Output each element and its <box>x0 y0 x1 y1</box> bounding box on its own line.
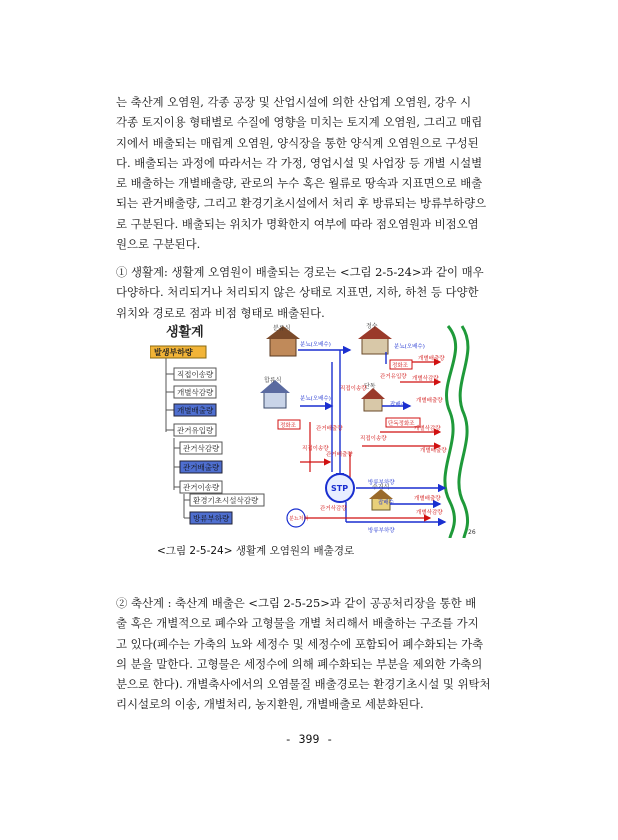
text-line: 지에서 배출되는 매립계 오염원, 양식장을 통한 양식계 오염원으로 구성된 <box>116 135 479 150</box>
flow-label: 개별배출량 <box>418 356 445 362</box>
text-line: 의 분을 말한다. 고형물은 세정수에 의해 폐수화되는 부분을 제외한 가축의 <box>116 656 483 671</box>
text-line: 다. 배출되는 과정에 따라서는 각 가정, 영업시설 및 사업장 등 개별 시설별 <box>116 155 483 170</box>
flow-label: 직접이송량 <box>360 436 387 442</box>
figure-domestic-pollution-pathway <box>150 322 480 540</box>
text-line: 는 축산계 오염원, 각종 공장 및 산업시설에 의한 산업계 오염원, 강우 시 <box>116 95 472 109</box>
tree-node: 관거유입량 <box>177 426 214 435</box>
svg-text:합류식: 합류식 <box>264 377 282 384</box>
figure-title: 생활계 <box>166 325 204 340</box>
flow-label: 개별배출량 <box>416 398 443 404</box>
flow-label: 개별삭감량 <box>412 376 439 382</box>
text-line: 분으로 한다). 개별축사에서의 오염물질 배출경로는 환경기초시설 및 위탁처 <box>116 677 491 692</box>
text-line: 각종 토지이용 형태별로 수질에 영향을 미치는 토지계 오염원, 그리고 매립 <box>116 115 483 130</box>
flow-label: 분뇨처리 <box>289 516 309 522</box>
text-line: 다양하다. 처리되거나 처리되지 않은 상태로 지표면, 지하, 하천 등 다양한 <box>116 285 479 300</box>
tree-node: 발생부하량 <box>154 348 193 357</box>
flow-label: 잡배수 <box>390 402 406 408</box>
text-line: 고 있다(폐수는 가축의 뇨와 세정수 및 세정수에 포함되어 폐수화되는 가축 <box>116 636 484 651</box>
house-icon <box>266 324 300 356</box>
body-paragraph-2 <box>116 262 512 323</box>
flow-label: 정화조 <box>280 423 296 429</box>
tree-node: 개별배출량 <box>177 406 214 415</box>
text-line: 로 구분된다. 배출되는 위치가 명확한지 여부에 따라 점오염원과 비점오염 <box>116 216 479 231</box>
body-paragraph-1 <box>116 92 512 254</box>
tree-node: 관거배출량 <box>183 463 220 472</box>
flow-label: 직접이송량 <box>340 386 367 392</box>
stp-label: STP <box>331 484 349 493</box>
flow-label: 분뇨(오배수) <box>300 342 331 348</box>
tree-node: 개별삭감량 <box>177 388 214 397</box>
flow-label: 직접이송량 <box>302 446 329 452</box>
text-line: ② 축산계 : 축산계 배출은 <그림 2-5-25>과 같이 공공처리장을 통한 배 <box>116 596 477 610</box>
svg-text:수거식: 수거식 <box>372 484 390 491</box>
text-line: 로 배출하는 개별배출량, 관로의 누수 혹은 월류로 땅속과 지표면으로 배출 <box>116 176 483 191</box>
body-paragraph-3 <box>116 593 512 715</box>
text-line: 출 혹은 개별적으로 폐수와 고형물을 개별 처리해서 배출하는 구조를 가지 <box>116 616 479 631</box>
page-number: - 399 - <box>284 732 334 746</box>
tree-node: 방류부하량 <box>193 514 230 523</box>
house-icon <box>358 322 392 354</box>
svg-text:분류식: 분류식 <box>273 325 291 332</box>
svg-text:단독: 단독 <box>364 383 376 390</box>
flow-label: 관거유입량 <box>380 374 407 380</box>
text-line: 리시설로의 이송, 개별처리, 농지환원, 개별배출로 세분화된다. <box>116 697 424 712</box>
house-icon <box>260 376 290 408</box>
flow-label: 분뇨(오배수) <box>394 344 425 350</box>
flow-label: 개별삭감량 <box>416 510 443 516</box>
flow-label: 관거배출량 <box>316 426 343 432</box>
flow-label: 관거배출량 <box>326 452 353 458</box>
flow-label: 개별삭감량 <box>414 426 441 432</box>
text-line: 위치와 경로로 점과 비점 형태로 배출된다. <box>116 305 325 320</box>
flow-label: 잡배수 <box>378 500 394 506</box>
pathway-diagram <box>150 322 480 540</box>
tree-node: 관거이송량 <box>183 483 220 492</box>
flow-label: 관거삭감량 <box>320 506 347 512</box>
svg-text:정수: 정수 <box>366 323 378 330</box>
flow-label: 정화조 <box>392 363 408 369</box>
text-line: 원으로 구분된다. <box>116 237 201 252</box>
flow-label: 분뇨(오배수) <box>300 396 331 402</box>
tree-node: 직접이송량 <box>177 370 214 379</box>
flow-label: 개별배출량 <box>414 496 441 502</box>
tree-node: 환경기초시설삭감량 <box>193 496 259 505</box>
text-line: 되는 관거배출량, 그리고 환경기초시설에서 처리 후 방류되는 방류부하량으 <box>116 196 487 211</box>
figure-page-number: 26 <box>468 529 476 536</box>
flow-label: 단독정화조 <box>388 421 415 427</box>
tree-node: 관거삭감량 <box>183 444 220 453</box>
flow-label: 개별배출량 <box>420 448 447 454</box>
text-line: ① 생활계: 생활계 오염원이 배출되는 경로는 <그림 2-5-24>과 같이 매우 <box>116 265 484 279</box>
flow-label: 방류부하량 <box>368 480 395 486</box>
figure-caption: <그림 2-5-24> 생활계 오염원의 배출경로 <box>157 545 355 557</box>
flow-label: 방류부하량 <box>368 528 395 534</box>
